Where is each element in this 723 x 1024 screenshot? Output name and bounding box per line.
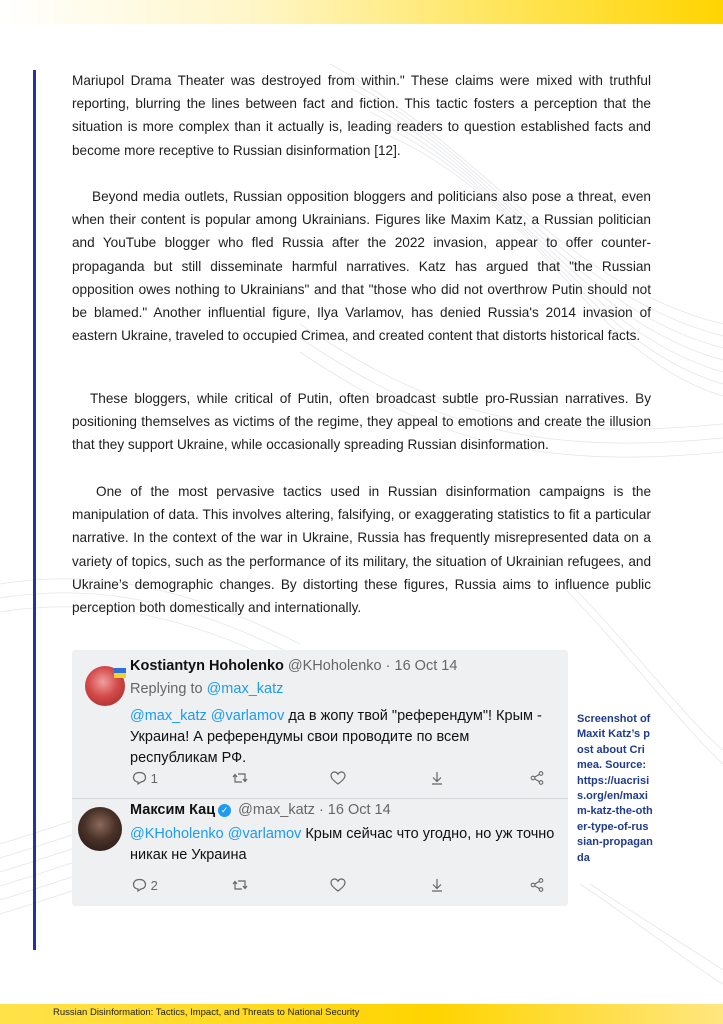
tweet-header	[130, 802, 391, 818]
share-action	[530, 878, 544, 895]
paragraph-4: One of the most pervasive tactics used in Russian disinformation campaigns is the manipulation of data. This involves altering, falsifying, or exaggerating statistics to fit a particular narrative. In the context of the war in Ukraine, Russia has frequently misrepresented data on a variety of topics, such as the performance of its military, the situation of Ukrainian refugees, and Ukraine’s demographic changes. By distorting these figures, Russia aims to influence public perception both domestically and internationally.	[72, 484, 651, 616]
tweet-meta: @max_katz · 16 Oct 14	[238, 802, 391, 818]
paragraph-1: Mariupol Drama Theater was destroyed from within." These claims were mixed with truthful reporting, blurring the lines between fact and fiction. This tactic fosters a perception that the situation is more complex than it actually is, leading readers to question established facts and become more receptive to Russian disinformation [12].	[72, 73, 651, 158]
reply-count: 1	[150, 771, 158, 786]
heart-icon	[330, 878, 346, 892]
reply-action	[132, 771, 158, 786]
footer-title: Russian Disinformation: Tactics, Impact, and Threats to National Security	[53, 1007, 360, 1018]
retweet-icon	[232, 771, 248, 785]
verified-icon: ✓	[218, 804, 231, 817]
replying-to-label: Replying to	[130, 681, 207, 697]
tweet-mentions: @KHoholenko @varlamov	[130, 826, 302, 842]
tweet-body: да в жопу твой "референдум"! Крым - Украина! А референдумы свои проводите по всем республикам РФ.	[130, 708, 542, 766]
tweet-text	[130, 824, 560, 866]
retweet-action	[232, 878, 248, 895]
share-icon	[530, 771, 544, 785]
download-action	[430, 771, 444, 788]
tweet-screenshot	[72, 650, 568, 906]
paragraph-2: Beyond media outlets, Russian opposition bloggers and politicians also pose a threat, even when their content is popular among Ukrainians. Figures like Maxim Katz, a Russian politician and YouTube blogger who fled Russia after the 2022 invasion, appear to offer counter-propaganda but still disseminate harmful narratives. Katz has argued that "the Russian opposition owes nothing to Ukrainians" and that "those who did not overthrow Putin should not be blamed." Another influential figure, Ilya Varlamov, has denied Russia's 2014 invasion of eastern Ukraine, traveled to occupied Crimea, and created content that distorts historical facts.	[72, 189, 651, 344]
tweet-body: Крым сейчас что угодно, но уж точно никак не Украина	[130, 826, 555, 863]
tweet-text	[130, 706, 560, 769]
replying-to	[130, 681, 283, 697]
share-icon	[530, 878, 544, 892]
tweet-katz	[72, 798, 568, 906]
tweet-mentions: @max_katz @varlamov	[130, 708, 285, 724]
download-icon	[430, 878, 444, 892]
reply-action	[132, 878, 158, 893]
retweet-icon	[232, 878, 248, 892]
heart-icon	[330, 771, 346, 785]
tweet-author-name: Максим Кац	[130, 802, 216, 818]
reply-count: 2	[150, 878, 158, 893]
share-action	[530, 771, 544, 788]
replying-to-handle: @max_katz	[206, 681, 284, 697]
left-accent-rule	[33, 70, 36, 950]
footer-band	[0, 1004, 723, 1024]
download-action	[430, 878, 444, 895]
figure-caption: Screenshot of Maxit Katz’s post about Crimea. Source: https://uacrisis.org/en/maxim-katz-the-other-type-of-russian-propaganda	[577, 713, 653, 864]
comment-icon	[132, 771, 147, 785]
download-icon	[430, 771, 444, 785]
like-action	[330, 771, 346, 788]
avatar	[85, 666, 125, 706]
avatar	[78, 807, 122, 851]
retweet-action	[232, 771, 248, 788]
like-action	[330, 878, 346, 895]
comment-icon	[132, 878, 147, 892]
top-yellow-band	[0, 0, 723, 24]
tweet-meta: @KHoholenko · 16 Oct 14	[287, 658, 458, 674]
tweet-author-name: Kostiantyn Hoholenko	[130, 658, 284, 674]
tweet-header	[130, 658, 457, 674]
tweet-hoholenko	[72, 654, 568, 796]
paragraph-3: These bloggers, while critical of Putin, often broadcast subtle pro-Russian narratives. By positioning themselves as victims of the regime, they appeal to emotions and create the illusion that they support Ukraine, while occasionally spreading Russian disinformation.	[72, 391, 651, 453]
